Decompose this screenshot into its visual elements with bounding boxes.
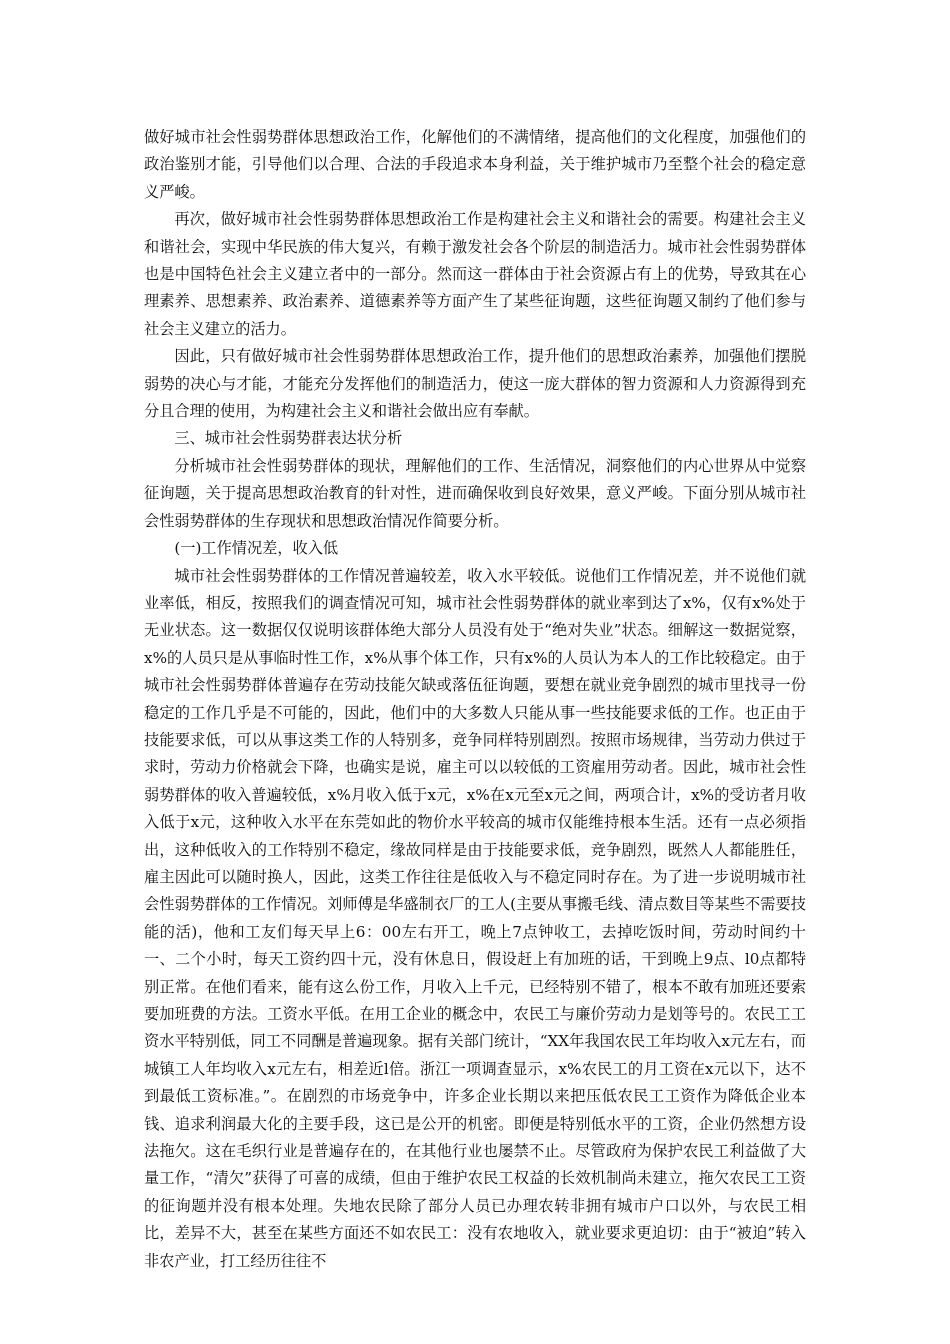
paragraph-therefore: 因此，只有做好城市社会性弱势群体思想政治工作，提升他们的思想政治素养，加强他们摆脱弱势的决心与才能，才能充分发挥他们的制造活力，使这一庞大群体的智力资源和人力资源得到充分且合理的使用，为构建社会主义和谐社会做出应有奉献。 [144,347,806,421]
paragraph-analysis-intro: 分析城市社会性弱势群体的现状，理解他们的工作、生活情况，洞察他们的内心世界从中觉察征询题，关于提高思想政治教育的针对性，进而确保收到良好效果，意义严峻。下面分别从城市社会性弱势群体的生存现状和思想政治情况作简要分析。 [144,456,806,530]
paragraph-intro-continuation: 做好城市社会性弱势群体思想政治工作，化解他们的不满情绪，提高他们的文化程度，加强他们的政治鉴别才能，引导他们以合理、合法的手段追求本身利益，关于维护城市乃至整个社会的稳定意义严峻。 [144,128,806,201]
subsection-heading-work-income: (一)工作情况差，收入低 [174,539,339,558]
section-heading-status-analysis: 三、城市社会性弱势群表达状分析 [174,429,403,448]
document-page [144,124,806,1275]
paragraph-work-income-body: 城市社会性弱势群体的工作情况普遍较差，收入水平较低。说他们工作情况差，并不说他们就业率低，相反，按照我们的调查情况可知，城市社会性弱势群体的就业率到达了x%，仅有x%处于无业状态。这一数据仅仅说明该群体绝大部分人员没有处于“绝对失业”状态。细解这一数据觉察，x%的人员只是从事临时性工作，x%从事个体工作，只有x%的人员认为本人的工作比较稳定。由于城市社会性弱势群体普遍存在劳动技能欠缺或落伍征询题，要想在就业竞争剧烈的城市里找寻一份稳定的工作几乎是不可能的，因此，他们中的大多数人只能从事一些技能要求低的工作。也正由于技能要求低，可以从事这类工作的人特别多，竞争同样特别剧烈。按照市场规律，当劳动力供过于求时，劳动力价格就会下降，也确实是说，雇主可以以较低的工资雇用劳动者。因此，城市社会性弱势群体的收入普遍较低，x%月收入低于x元，x%在x元至x元之间，两项合计，x%的受访者月收入低于x元，这种收入水平在东莞如此的物价水平较高的城市仅能维持根本生活。还有一点必须指出，这种低收入的工作特别不稳定，缘故同样是由于技能要求低，竞争剧烈，既然人人都能胜任，雇主因此可以随时换人，因此，这类工作往往是低收入与不稳定同时存在。为了进一步说明城市社会性弱势群体的工作情况。刘师傅是华盛制衣厂的工人(主要从事搬毛线、清点数目等某些不需要技能的活)，他和工友们每天早上6：00左右开工，晚上7点钟收工，去掉吃饭时间，劳动时间约十一、二个小时，每天工资约四十元，没有休息日，假设赶上有加班的话，干到晚上9点、l0点都特别正常。在他们看来，能有这么份工作，月收入上千元，已经特别不错了，根本不敢有加班还要索要加班费的方法。工资水平低。在用工企业的概念中，农民工与廉价劳动力是划等号的。农民工工资水平特别低，同工不同酬是普遍现象。据有关部门统计，“XX年我国农民工年均收入x元左右，而城镇工人年均收入x元左右，相差近l倍。浙江一项调查显示，x%农民工的月工资在x元以下，达不到最低工资标准。”。在剧烈的市场竞争中，许多企业长期以来把压低农民工工资作为降低企业本钱、追求利润最大化的主要手段，这已是公开的机密。即便是特别低水平的工资，企业仍然想方设法拖欠。这在毛织行业是普遍存在的，在其他行业也屡禁不止。尽管政府为保护农民工利益做了大量工作，“清欠”获得了可喜的成绩，但由于维护农民工权益的长效机制尚未建立，拖欠农民工工资的征询题并没有根本处理。失地农民除了部分人员已办理农转非拥有城市户口以外，与农民工相比，差异不大，甚至在某些方面还不如农民工：没有农地收入，就业要求更迫切：由于“被迫”转入非农产业，打工经历往往不 [144,566,806,1270]
paragraph-harmonious-society: 再次，做好城市社会性弱势群体思想政治工作是构建社会主义和谐社会的需要。构建社会主义和谐社会，实现中华民族的伟大复兴，有赖于激发社会各个阶层的制造活力。城市社会性弱势群体也是中国特色社会主义建立者中的一部分。然而这一群体由于社会资源占有上的优势，导致其在心理素养、思想素养、政治素养、道德素养等方面产生了某些征询题，这些征询题又制约了他们参与社会主义建立的活力。 [144,210,806,338]
